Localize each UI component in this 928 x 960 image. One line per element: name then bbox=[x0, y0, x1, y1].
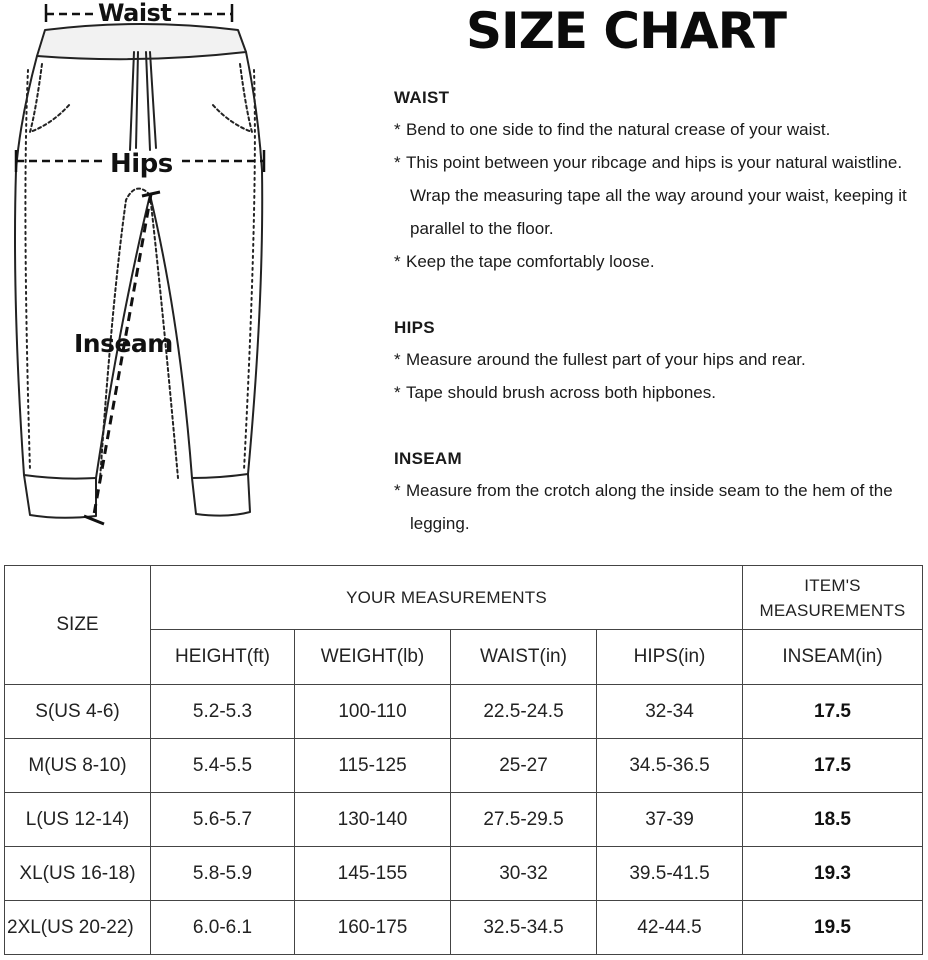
table-row bbox=[5, 847, 923, 901]
waist-label: Waist bbox=[98, 0, 172, 27]
size-cell: L(US 12-14) bbox=[5, 793, 151, 847]
inseam-cell: 17.5 bbox=[743, 739, 923, 793]
column-header: WAIST(in) bbox=[451, 630, 597, 685]
table-row bbox=[5, 739, 923, 793]
height-cell: 6.0-6.1 bbox=[151, 901, 295, 955]
table-row bbox=[5, 793, 923, 847]
weight-cell: 145-155 bbox=[295, 847, 451, 901]
hips-cell: 42-44.5 bbox=[597, 901, 743, 955]
drawstring-left bbox=[130, 52, 134, 150]
list-item: * This point between your ribcage and hips is your natural waistline. Wrap the measuring tape all the way around your waist, keeping it parallel to the floor. bbox=[394, 153, 907, 238]
left-side-stitch bbox=[25, 70, 30, 470]
inseam-cell: 19.3 bbox=[743, 847, 923, 901]
height-cell: 5.8-5.9 bbox=[151, 847, 295, 901]
drawstring-left-2 bbox=[136, 52, 138, 148]
size-cell: S(US 4-6) bbox=[5, 685, 151, 739]
column-header: INSEAM(in) bbox=[743, 630, 923, 685]
waist-cell: 32.5-34.5 bbox=[451, 901, 597, 955]
hips-heading: HIPS bbox=[394, 318, 435, 337]
waist-cell: 27.5-29.5 bbox=[451, 793, 597, 847]
column-header: HEIGHT(ft) bbox=[151, 630, 295, 685]
table-row bbox=[5, 901, 923, 955]
list-item: * Bend to one side to find the natural crease of your waist. bbox=[394, 120, 831, 139]
table-header-row bbox=[5, 566, 923, 630]
drawstring-right bbox=[146, 52, 150, 150]
waist-cell: 22.5-24.5 bbox=[451, 685, 597, 739]
weight-cell: 100-110 bbox=[295, 685, 451, 739]
list-item: * Keep the tape comfortably loose. bbox=[394, 252, 655, 271]
your-measurements-header: YOUR MEASUREMENTS bbox=[151, 566, 743, 630]
inseam-guide bbox=[394, 448, 914, 540]
height-cell: 5.2-5.3 bbox=[151, 685, 295, 739]
hips-cell: 37-39 bbox=[597, 793, 743, 847]
height-cell: 5.4-5.5 bbox=[151, 739, 295, 793]
right-cuff-line bbox=[192, 474, 248, 478]
pants-outline bbox=[15, 52, 262, 518]
left-pocket bbox=[30, 64, 70, 132]
hips-cell: 34.5-36.5 bbox=[597, 739, 743, 793]
weight-cell: 130-140 bbox=[295, 793, 451, 847]
list-item: * Tape should brush across both hipbones. bbox=[394, 383, 716, 402]
height-cell: 5.6-5.7 bbox=[151, 793, 295, 847]
inseam-heading: INSEAM bbox=[394, 449, 462, 468]
waist-guide bbox=[394, 87, 914, 278]
hips-label: Hips bbox=[110, 149, 173, 179]
page-title: SIZE CHART bbox=[466, 2, 787, 60]
inseam-cell: 17.5 bbox=[743, 685, 923, 739]
list-item: * Measure from the crotch along the inside seam to the hem of the legging. bbox=[394, 481, 893, 533]
size-cell: 2XL(US 20-22) bbox=[5, 901, 151, 955]
inseam-label: Inseam bbox=[74, 329, 173, 358]
pants-measurement-diagram bbox=[0, 0, 380, 540]
waist-bullets bbox=[394, 113, 914, 278]
hips-guide bbox=[394, 317, 914, 409]
right-pocket bbox=[212, 64, 252, 132]
waist-cell: 30-32 bbox=[451, 847, 597, 901]
size-table bbox=[4, 565, 923, 955]
inseam-cell: 18.5 bbox=[743, 793, 923, 847]
inseam-bullets bbox=[394, 474, 914, 540]
weight-cell: 115-125 bbox=[295, 739, 451, 793]
list-item: * Measure around the fullest part of your hips and rear. bbox=[394, 350, 806, 369]
left-cuff-line bbox=[24, 475, 96, 479]
waistband-outline bbox=[37, 24, 246, 59]
size-cell: M(US 8-10) bbox=[5, 739, 151, 793]
items-measurements-header: ITEM'S MEASUREMENTS bbox=[743, 566, 923, 630]
hips-cell: 39.5-41.5 bbox=[597, 847, 743, 901]
hips-bullets bbox=[394, 343, 914, 409]
table-row bbox=[5, 685, 923, 739]
inseam-cell: 19.5 bbox=[743, 901, 923, 955]
size-cell: XL(US 16-18) bbox=[5, 847, 151, 901]
waist-heading: WAIST bbox=[394, 88, 450, 107]
hips-cell: 32-34 bbox=[597, 685, 743, 739]
drawstring-right-2 bbox=[150, 52, 156, 148]
waist-cell: 25-27 bbox=[451, 739, 597, 793]
column-header: HIPS(in) bbox=[597, 630, 743, 685]
size-column-header: SIZE bbox=[5, 566, 151, 685]
weight-cell: 160-175 bbox=[295, 901, 451, 955]
column-header: WEIGHT(lb) bbox=[295, 630, 451, 685]
